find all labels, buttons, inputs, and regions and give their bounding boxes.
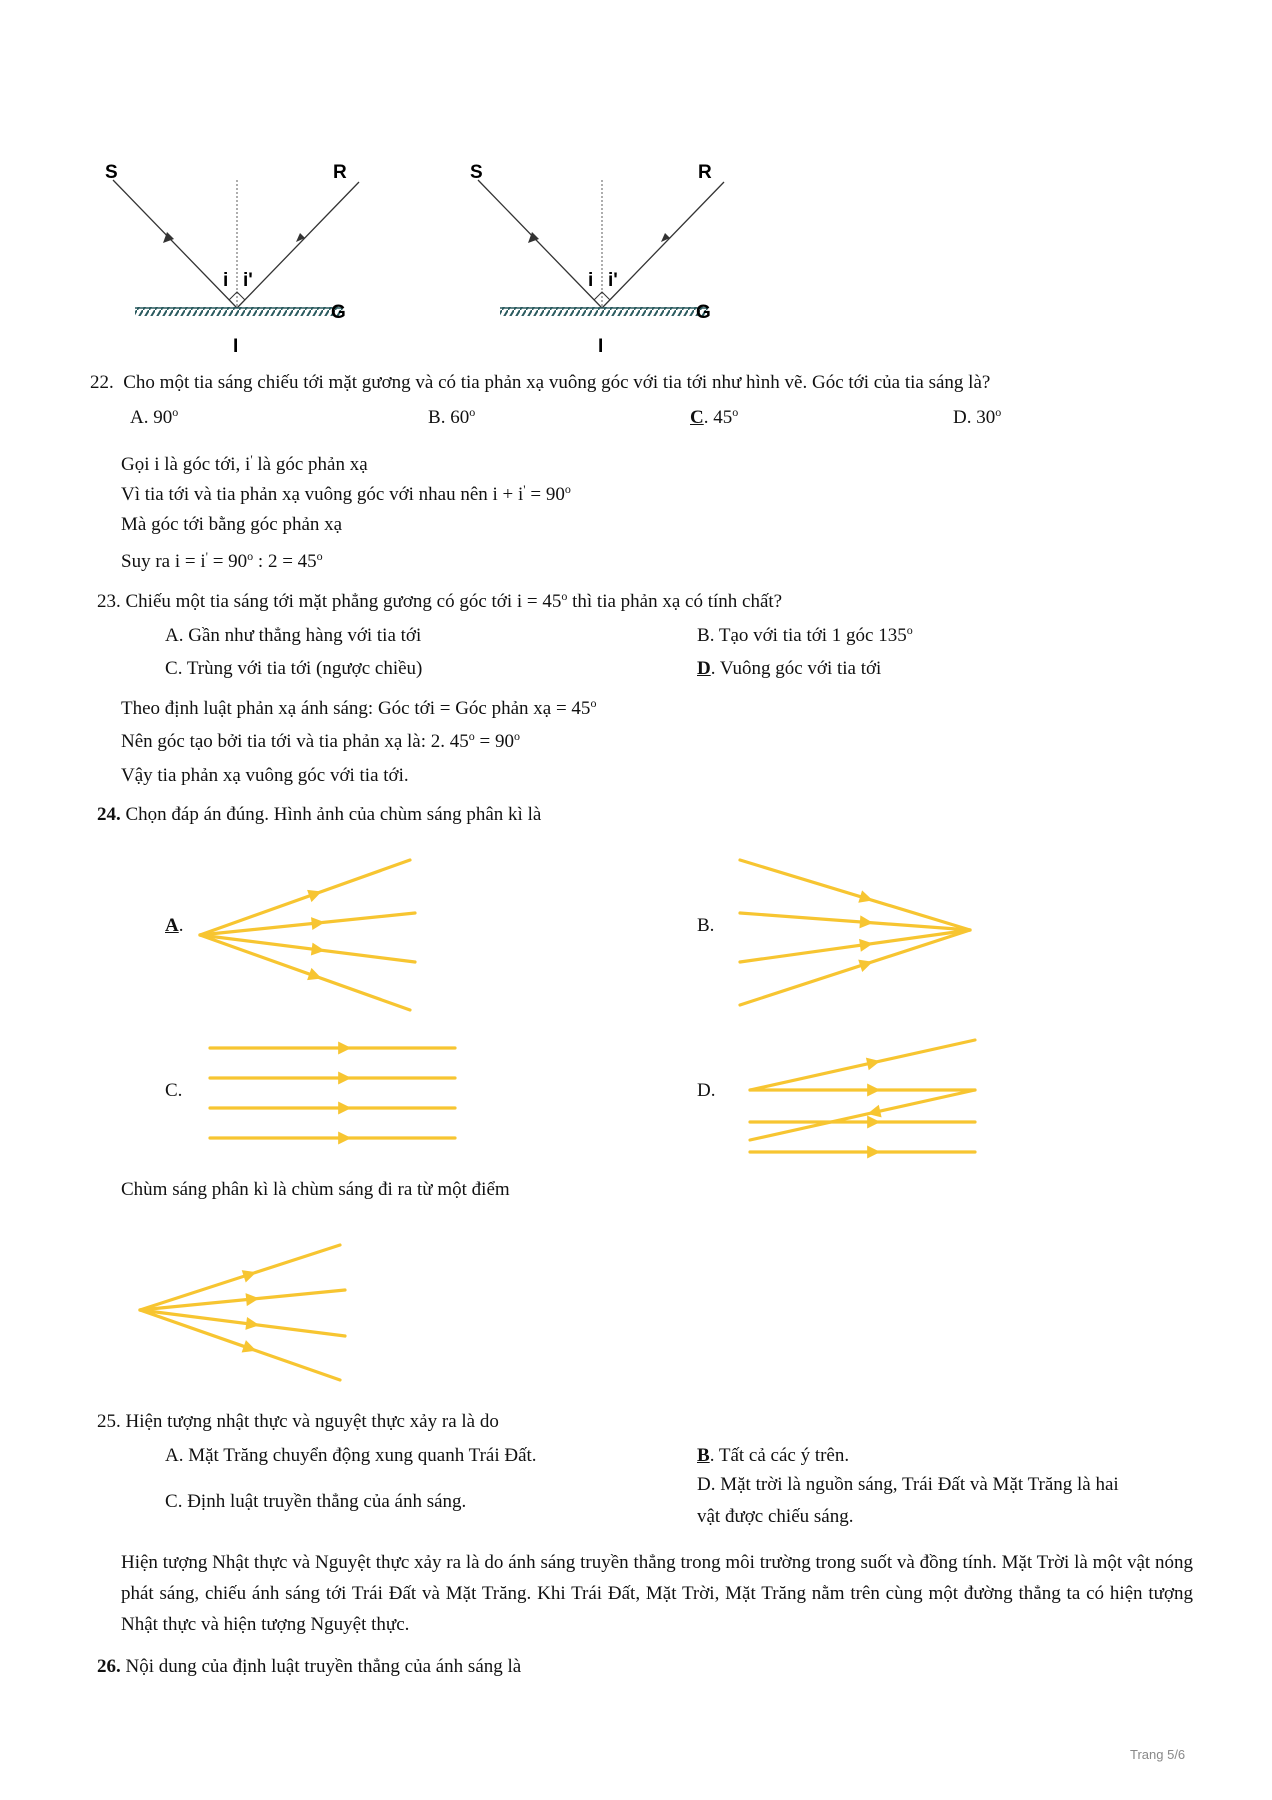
q25-solution: Hiện tượng Nhật thực và Nguyệt thực xảy ra là do ánh sáng truyền thẳng trong môi trường trong suốt và đồng tính. Mặt Trời là một vật nóng phát sáng, chiếu ánh sáng tới Trái Đất và Mặt Trăng. Khi Trái Đất, Mặt Trời, Mặt Trăng nằm trên cùng một đường thẳng ta có hiện tượng Nhật thực và hiện tượng Nguyệt thực. xyxy=(121,1552,1193,1635)
ray-arrowhead xyxy=(307,890,322,902)
q24-option-d-label[interactable]: D. xyxy=(697,1080,716,1101)
ray-arrowhead xyxy=(867,1105,881,1118)
q22-solution-line-2: Vì tia tới và tia phản xạ vuông góc với nhau nên $i + i' = 90^o$ xyxy=(121,482,571,505)
q25-option-c[interactable]: C. Định luật truyền thẳng của ánh sáng. xyxy=(165,1491,467,1512)
q22-option-d[interactable]: D. 30$^o$ xyxy=(953,405,1002,428)
q26-number: 26. xyxy=(97,1656,121,1677)
q26-question: 26. Nội dung của định luật truyền thẳng của ánh sáng là xyxy=(97,1656,522,1677)
q22-question xyxy=(90,372,990,394)
ray-arrowhead xyxy=(859,915,873,928)
ray-arrowhead xyxy=(867,1084,880,1097)
label-r: R xyxy=(698,162,712,183)
light-ray xyxy=(750,1090,975,1140)
label-i-point: I xyxy=(233,336,239,357)
light-ray xyxy=(140,1310,345,1336)
q22-solution-line-3: Mà góc tới bằng góc phản xạ xyxy=(121,514,343,535)
label-s: S xyxy=(470,162,483,183)
ray-arrowhead xyxy=(867,1146,880,1159)
ray-arrowhead xyxy=(338,1072,351,1085)
q23-option-c[interactable]: C. Trùng với tia tới (ngược chiều) xyxy=(165,658,423,679)
light-ray xyxy=(740,913,970,930)
q23-solution-line-1: Theo định luật phản xạ ánh sáng: Góc tới = Góc phản xạ = $45^o$ xyxy=(121,696,597,719)
q23-question: 23. Chiếu một tia sáng tới mặt phẳng gương có góc tới $i = 45^o$ thì tia phản xạ có tính chất? xyxy=(97,589,783,612)
ray-arrowhead xyxy=(242,1340,257,1352)
convergent-beam-b xyxy=(730,845,980,1020)
q23-option-d[interactable]: D. Vuông góc với tia tới xyxy=(697,658,882,679)
label-g: G xyxy=(331,302,346,323)
divergent-beam-a xyxy=(190,845,430,1020)
q22-option-a[interactable]: A. 90$^o$ xyxy=(130,405,179,428)
ray-arrowhead xyxy=(242,1270,257,1282)
page-number: Trang 5/6 xyxy=(1130,1747,1186,1762)
q24-number: 24. xyxy=(97,804,121,825)
label-angle-r: i' xyxy=(608,270,618,291)
ray-arrowhead xyxy=(338,1132,351,1145)
q24-option-c-label[interactable]: C. xyxy=(165,1080,183,1101)
q22-solution-line-4: Suy ra $i = i' = 90^o$ : $2 = 45^o$ xyxy=(121,549,323,572)
q25-number: 25. xyxy=(97,1411,121,1432)
q25-option-d-line-1[interactable]: D. Mặt trời là nguồn sáng, Trái Đất và Mặt Trăng là hai xyxy=(697,1474,1119,1495)
light-ray xyxy=(750,1040,975,1090)
label-angle-i: i xyxy=(588,270,594,291)
light-ray xyxy=(740,930,970,962)
q25-question: 25. Hiện tượng nhật thực và nguyệt thực xảy ra là do xyxy=(97,1411,499,1432)
ray-arrowhead xyxy=(338,1102,351,1115)
ray-arrowhead xyxy=(867,1116,880,1129)
q22-solution-line-1: Gọi i là góc tới, i' là góc phản xạ xyxy=(121,452,368,475)
label-s: S xyxy=(105,162,118,183)
q24-option-b-label[interactable]: B. xyxy=(697,915,715,936)
q24-solution: Chùm sáng phân kì là chùm sáng đi ra từ một điểm xyxy=(121,1179,510,1200)
q23-number: 23. xyxy=(97,591,121,612)
light-ray xyxy=(740,860,970,930)
mixed-beam-d xyxy=(745,1030,985,1160)
q25-option-d-line-2: vật được chiếu sáng. xyxy=(697,1506,854,1527)
light-ray xyxy=(200,935,415,962)
ray-arrowhead xyxy=(338,1042,351,1055)
q22-text: Cho một tia sáng chiếu tới mặt gương và có tia phản xạ vuông góc với tia tới như hình vẽ. Góc tới của tia sáng là? xyxy=(123,372,991,393)
reflection-diagram-right xyxy=(460,150,760,360)
q22-option-c[interactable]: C. 45$^o$ xyxy=(690,405,739,428)
q22-option-b[interactable]: B. 60$^o$ xyxy=(428,405,476,428)
light-ray xyxy=(140,1310,340,1380)
q23-solution-line-3: Vậy tia phản xạ vuông góc với tia tới. xyxy=(121,765,409,786)
label-r: R xyxy=(333,162,347,183)
ray-arrowhead xyxy=(307,968,322,980)
ray-arrowhead xyxy=(858,960,873,972)
q23-option-a[interactable]: A. Gần như thẳng hàng với tia tới xyxy=(165,625,422,646)
q24-question: 24. Chọn đáp án đúng. Hình ảnh của chùm sáng phân kì là xyxy=(97,804,542,825)
reflection-diagram-left xyxy=(95,150,395,360)
q23-option-b[interactable]: B. Tạo với tia tới 1 góc 135$^o$ xyxy=(697,623,913,646)
label-g: G xyxy=(696,302,711,323)
q24-option-a-label[interactable]: A. xyxy=(165,915,184,936)
light-ray xyxy=(200,935,410,1010)
divergent-beam-solution xyxy=(135,1230,355,1390)
ray-arrowhead xyxy=(866,1058,880,1071)
light-ray xyxy=(740,930,970,1005)
q25-option-b[interactable]: B. Tất cả các ý trên. xyxy=(697,1445,850,1466)
q25-option-a[interactable]: A. Mặt Trăng chuyển động xung quanh Trái Đất. xyxy=(165,1445,537,1466)
q23-solution-line-2: Nên góc tạo bởi tia tới và tia phản xạ là: 2. $45^o = 90^o$ xyxy=(121,729,520,752)
label-angle-i: i xyxy=(223,270,229,291)
q22-number: 22. xyxy=(90,372,114,393)
label-angle-r: i' xyxy=(243,270,253,291)
label-i-point: I xyxy=(598,336,604,357)
parallel-beam-c xyxy=(205,1030,465,1150)
